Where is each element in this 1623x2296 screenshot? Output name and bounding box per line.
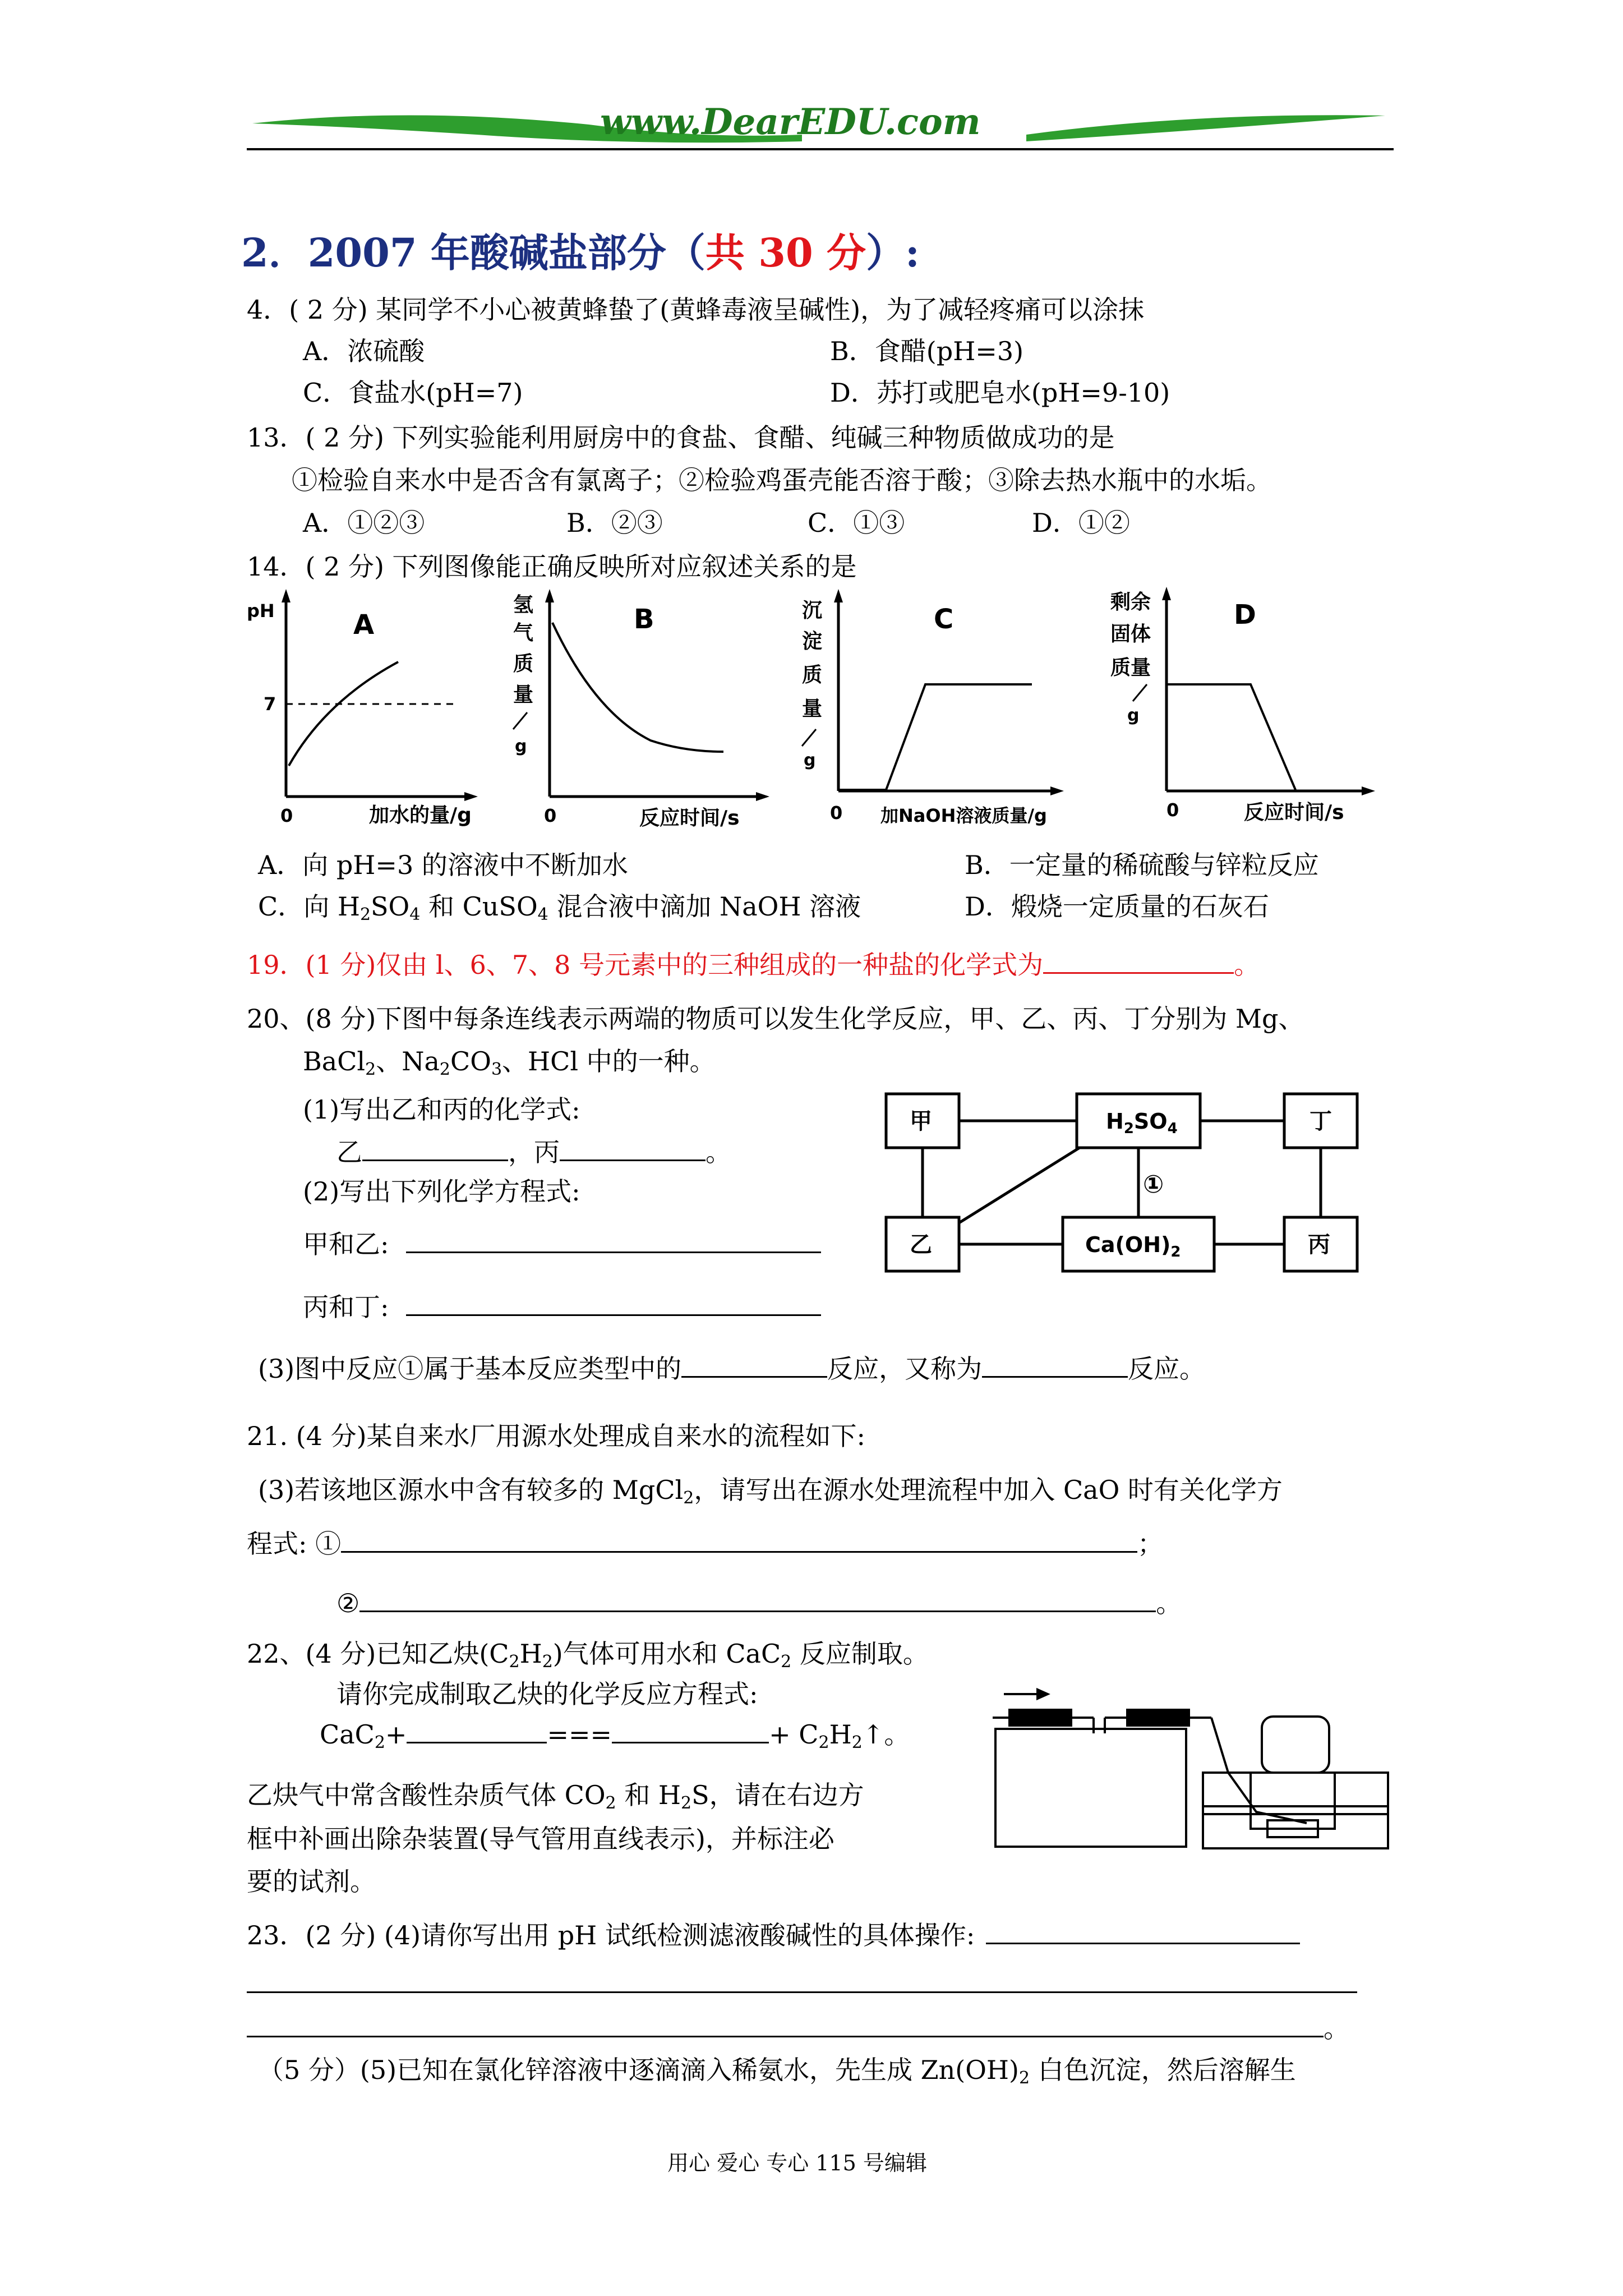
graph-b-unit: g <box>515 737 527 756</box>
q14-option-b: B．一定量的稀硫酸与锌粒反应 <box>965 850 1319 880</box>
q20-also-blank[interactable] <box>982 1354 1128 1378</box>
graph-d-line <box>1166 684 1295 790</box>
q20-part2: (2)写出下列化学方程式: <box>303 1176 580 1207</box>
q22-apparatus <box>993 1677 1396 1857</box>
q20-jia-yi: 甲和乙: <box>303 1227 821 1261</box>
q14-option-c: C．向 $H_2SO_4$ 和 CuSO$_4$ 混合液中滴加 NaOH 溶液 <box>258 891 861 924</box>
footer: 用心 爱心 专心 115 号编辑 <box>667 2151 927 2175</box>
graph-b-ylabel-2: 气 <box>513 622 534 645</box>
q20-part3: (3)图中反应①属于基本反应类型中的 反应，又称为 反应。 <box>258 1354 1206 1384</box>
graph-c-xlabel: 加NaOH溶液质量/g <box>880 805 1047 826</box>
q22-ask: 请你完成制取乙炔的化学反应方程式: <box>336 1679 758 1709</box>
q20-part1-answers: 乙 ，丙 。 <box>336 1137 731 1167</box>
q22-equation: CaC$_2$+ === + $C_2H_2↑$。 <box>320 1719 910 1752</box>
graph-b-ylabel-4: 量 <box>513 683 534 706</box>
q23: 23．(2 分) (4)请你写出用 pH 试纸检测滤液酸碱性的具体操作: <box>247 1918 1300 1952</box>
q22-stem: 22、(4 分)已知乙炔$(C_2H_2)$气体可用水和 CaC$_2$ 反应制取。 <box>247 1639 929 1672</box>
graph-c-origin: 0 <box>830 802 843 823</box>
q20-bing-blank[interactable] <box>560 1137 706 1161</box>
q22-line3: 要的试剂。 <box>247 1866 376 1897</box>
q4-stem: 4．( 2 分) 某同学不小心被黄蜂蛰了(黄蜂毒液呈碱性)，为了减轻疼痛可以涂抹 <box>247 295 1145 325</box>
graph-b-ylabel-1: 氢 <box>513 593 534 616</box>
graph-c <box>802 589 1064 826</box>
q21-eq1: 程式: ① ； <box>247 1529 1164 1559</box>
q21-eq2: ② 。 <box>336 1588 1182 1618</box>
q23-blank-2[interactable] <box>247 1990 1357 1993</box>
graph-c-ylabel-1: 沉 <box>802 599 823 622</box>
diagram-caoh2: $Ca(OH)_2$ <box>1085 1232 1181 1260</box>
diagram-reaction-1: ① <box>1143 1170 1164 1199</box>
graph-a-curve <box>289 662 398 766</box>
q13-option-b: B．②③ <box>566 508 663 538</box>
q4-option-b: B．食醋(pH=3) <box>830 336 1024 366</box>
q20-part1: (1)写出乙和丙的化学式: <box>303 1094 580 1125</box>
q23-blank-3[interactable] <box>247 2013 1324 2037</box>
diagram-h2so4: $H_2SO_4$ <box>1106 1109 1178 1137</box>
graph-a-xlabel: 加水的量/g <box>369 804 472 827</box>
section-title <box>241 222 920 278</box>
q-last: （5 分）(5)已知在氯化锌溶液中逐滴滴入稀氨水，先生成 $Zn(OH)_2$ 白色沉淀，然后溶解生 <box>258 2055 1296 2088</box>
q22-line1: 乙炔气中常含酸性杂质气体 $CO_2$ 和 $H_2S$，请在右边方 <box>247 1780 864 1813</box>
q21-eq2-blank[interactable] <box>359 1588 1156 1612</box>
graph-a-title: A <box>353 609 375 641</box>
graph-d <box>1110 587 1375 824</box>
q23-blank-1[interactable] <box>986 1920 1300 1944</box>
q4-option-c: C．食盐水(pH=7) <box>303 378 523 408</box>
q4-option-d: D．苏打或肥皂水(pH=9-10) <box>830 378 1170 408</box>
graph-b-title: B <box>634 604 654 635</box>
q20-type-blank[interactable] <box>681 1354 827 1378</box>
graph-c-unit: g <box>804 751 816 770</box>
section-title-c: ）: <box>866 229 920 276</box>
q13-option-d: D．①② <box>1032 508 1130 538</box>
graph-c-ylabel-2: 淀 <box>802 630 823 653</box>
graph-b-curve <box>552 623 723 752</box>
q20-yi-blank[interactable] <box>362 1137 508 1161</box>
graph-a-ytick-7: 7 <box>264 693 276 715</box>
q19-text: 19．(1 分)仅由 l、6、7、8 号元素中的三种组成的一种盐的化学式为 <box>247 950 1044 980</box>
q4-option-a: A．浓硫酸 <box>303 336 425 366</box>
header-logo <box>241 101 1396 163</box>
q13-option-c: C．①③ <box>808 508 905 538</box>
q22-blank-1[interactable] <box>407 1719 547 1743</box>
q13-items: ①检验自来水中是否含有氯离子；②检验鸡蛋壳能否溶于酸；③除去热水瓶中的水垢。 <box>292 465 1272 495</box>
q14-stem: 14．( 2 分) 下列图像能正确反映所对应叙述关系的是 <box>247 551 857 582</box>
q22-line2: 框中补画出除杂装置(导气管用直线表示)，并标注必 <box>247 1824 834 1854</box>
q21-eq1-blank[interactable] <box>341 1529 1137 1553</box>
graph-d-ylabel-3: 质量 <box>1110 656 1151 679</box>
q20-bing-ding-blank[interactable] <box>406 1292 821 1316</box>
q21-stem: 21. (4 分)某自来水厂用源水处理成自来水的流程如下: <box>247 1421 866 1451</box>
graph-c-line <box>838 684 1032 790</box>
q13-stem: 13．( 2 分) 下列实验能利用厨房中的食盐、食醋、纯碱三种物质做成功的是 <box>247 422 1115 453</box>
section-title-a: 2．2007 年酸碱盐部分（ <box>241 229 706 276</box>
diagram-yi: 乙 <box>910 1232 932 1258</box>
q20-bing-ding: 丙和丁: <box>303 1290 821 1324</box>
graph-c-title: C <box>934 604 954 635</box>
q20-stem-2: BaCl$_2$、$Na_2CO_3$、HCl 中的一种。 <box>303 1046 716 1079</box>
q14-option-d: D．煅烧一定质量的石灰石 <box>965 891 1269 922</box>
graph-b-ylabel-3: 质 <box>513 652 534 675</box>
graph-b-origin: 0 <box>544 805 557 826</box>
graph-c-ylabel-4: 量 <box>802 697 823 720</box>
graph-d-origin: 0 <box>1166 799 1179 821</box>
q20-stem-1: 20、(8 分)下图中每条连线表示两端的物质可以发生化学反应，甲、乙、丙、丁分别为 Mg、 <box>247 1004 1304 1034</box>
section-title-b: 共 30 分 <box>705 229 866 276</box>
q21-part3: (3)若该地区源水中含有较多的 MgCl$_2$，请写出在源水处理流程中加入 CaO 时有关化学方 <box>258 1475 1283 1508</box>
diagram-ding: 丁 <box>1310 1108 1332 1134</box>
q19-answer-blank[interactable] <box>1043 950 1234 974</box>
q19: 19．(1 分)仅由 l、6、7、8 号元素中的三种组成的一种盐的化学式为 。 <box>247 950 1260 980</box>
graph-d-xlabel: 反应时间/s <box>1244 801 1344 824</box>
graph-b-xlabel: 反应时间/s <box>639 807 740 830</box>
graph-d-title: D <box>1234 599 1256 631</box>
graph-d-ylabel-1: 剩余 <box>1110 591 1151 614</box>
graph-d-unit: g <box>1127 706 1140 725</box>
graph-c-ylabel-3: 质 <box>802 664 823 687</box>
q22-blank-2[interactable] <box>612 1719 769 1743</box>
q20-jia-yi-blank[interactable] <box>406 1229 821 1253</box>
q23-line-3: 。 <box>247 2012 1349 2045</box>
logo-text: www.DearEDU.com <box>600 101 981 143</box>
q13-option-a: A．①②③ <box>303 508 425 538</box>
graph-a-origin: 0 <box>280 805 293 826</box>
graph-a <box>247 589 478 827</box>
graph-d-ylabel-2: 固体 <box>1110 623 1151 646</box>
graph-a-ylabel: pH <box>247 600 275 622</box>
diagram-bing: 丙 <box>1308 1232 1330 1258</box>
q14-graphs <box>247 583 1380 841</box>
diagram-jia: 甲 <box>910 1108 932 1134</box>
q20-diagram <box>880 1088 1368 1290</box>
graph-b <box>513 589 769 830</box>
q14-option-a: A．向 pH=3 的溶液中不断加水 <box>258 850 628 880</box>
